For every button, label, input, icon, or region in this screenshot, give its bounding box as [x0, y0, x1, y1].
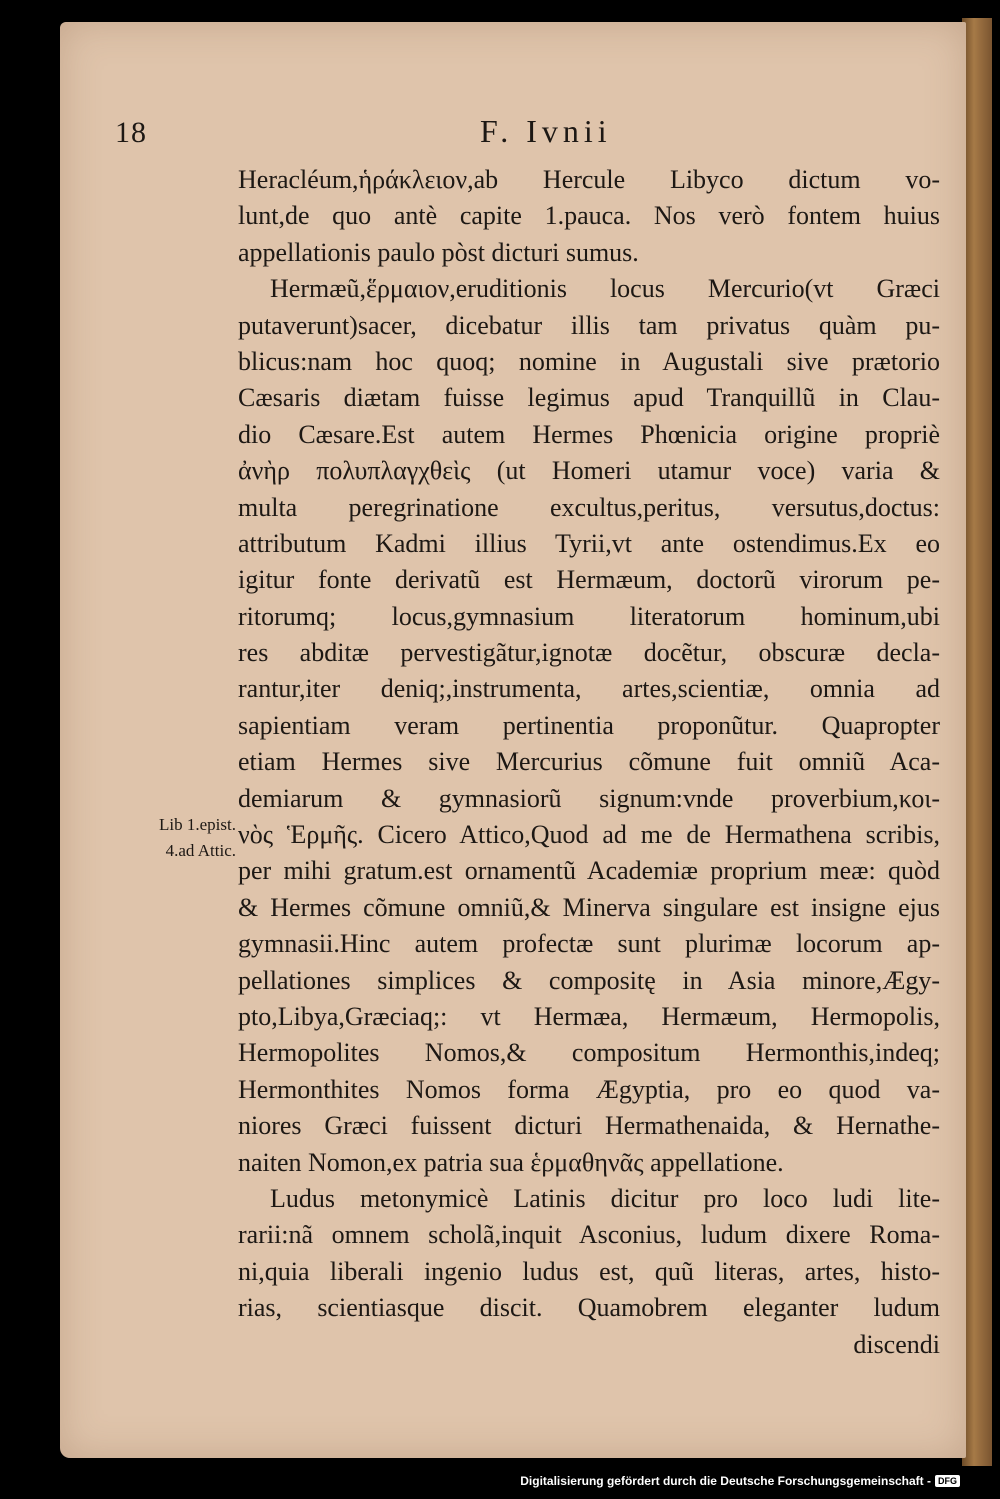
text-line: rias, scientiasque discit. Quamobrem eleganter ludum [238, 1293, 940, 1323]
text-line: per mihi gratum.est ornamentũ Academiæ proprium meæ: quòd [238, 856, 940, 886]
text-line: pellationes simplices & compositę in Asia minore,Ægy- [238, 965, 940, 995]
text-line: Hermopolites Nomos,& compositum Hermonthis,indeq; [238, 1038, 940, 1068]
digitization-credit [520, 1474, 960, 1488]
page-number: 18 [115, 116, 147, 149]
text-line: lunt,de quo antè capite 1.pauca. Nos verò fontem huius [238, 201, 940, 231]
text-line: ritorumq; locus,gymnasium literatorum hominum,ubi [238, 601, 940, 631]
text-line: niores Græci fuissent dicturi Hermathenaida, & Hernathe- [238, 1111, 940, 1141]
margin-note [118, 812, 236, 864]
text-line: Hermæũ,ἕρμαιον,eruditionis locus Mercurio(vt Græci [270, 274, 940, 304]
text-line: ἀνὴρ πολυπλαγχθεὶς (ut Homeri utamur voce) varia & [238, 456, 940, 486]
text-line: dio Cæsare.Est autem Hermes Phœnicia origine propriè [238, 419, 940, 449]
text-line: & Hermes cõmune omniũ,& Minerva singulare est insigne ejus [238, 892, 940, 922]
text-line: ni,quia liberali ingenio ludus est, quũ literas, artes, histo- [238, 1256, 940, 1286]
text-line: Heracléum,ἡράκλειον,ab Hercule Libyco dictum vo- [238, 165, 940, 194]
text-line: naiten Nomon,ex patria sua ἑρμαθηνᾶς appellatione. [238, 1147, 784, 1177]
text-line: Ludus metonymicè Latinis dicitur pro loco ludi lite- [270, 1183, 940, 1213]
text-line: demiarum & gymnasiorũ signum:vnde proverbium,κοι- [238, 783, 940, 813]
text-line: etiam Hermes sive Mercurius cõmune fuit omniũ Aca- [238, 747, 940, 777]
text-line: igitur fonte derivatũ est Hermæum, doctorũ virorum pe- [238, 565, 940, 595]
text-line: blicus:nam hoc quoq; nomine in Augustali sive prætorio [238, 346, 940, 376]
text-line: sapientiam veram pertinentia proponũtur. Quapropter [238, 710, 940, 740]
body-text [238, 162, 940, 1363]
text-line: νὸς Ἑρμῆς. Cicero Attico,Quod ad me de Hermathena scribis, [238, 820, 940, 850]
text-line: Hermonthites Nomos forma Ægyptia, pro eo quod va- [238, 1074, 940, 1104]
catchword: discendi [853, 1329, 940, 1359]
text-line: rantur,iter deniq;,instrumenta, artes,scientiæ, omnia ad [238, 674, 940, 704]
text-line: appellationis paulo pòst dicturi sumus. [238, 237, 639, 267]
text-line: putaverunt)sacer, dicebatur illis tam privatus quàm pu- [238, 310, 940, 340]
book-spine [962, 18, 992, 1466]
text-line: attributum Kadmi illius Tyrii,vt ante ostendimus.Ex eo [238, 528, 940, 558]
margin-note-line: 4.ad Attic. [165, 841, 236, 860]
text-line: res abditæ pervestigãtur,ignotæ docẽtur, obscuræ decla- [238, 638, 940, 668]
dfg-logo: DFG [935, 1475, 960, 1487]
text-line: multa peregrinatione excultus,peritus, versutus,doctus: [238, 492, 940, 522]
credit-text: Digitalisierung gefördert durch die Deutsche Forschungsgemeinschaft - [520, 1474, 931, 1488]
text-line: rarii:nã omnem scholã,inquit Asconius, ludum dixere Roma- [238, 1220, 940, 1250]
running-head: F. Ivnii [480, 113, 612, 149]
text-line: gymnasii.Hinc autem profectæ sunt plurimæ locorum ap- [238, 929, 940, 959]
margin-note-line: Lib 1.epist. [159, 815, 236, 834]
text-line: pto,Libya,Græciaq;: vt Hermæa, Hermæum, Hermopolis, [238, 1001, 940, 1031]
text-line: Cæsaris diætam fuisse legimus apud Tranquillũ in Clau- [238, 383, 940, 413]
